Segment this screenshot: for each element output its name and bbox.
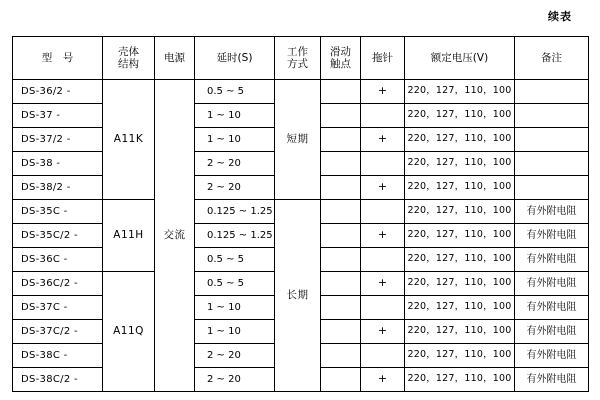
cell-rated-voltage: 220，127，110，100	[405, 104, 515, 128]
cell-rated-voltage: 220，127，110，100	[405, 200, 515, 224]
table-row	[13, 80, 589, 104]
cell-rated-voltage: 220，127，110，100	[405, 80, 515, 104]
cell-drag-pointer: +	[361, 128, 405, 152]
cell-model: DS-36C/2 -	[13, 272, 103, 296]
cell-drag-pointer	[361, 248, 405, 272]
cell-rated-voltage: 220，127，110，100	[405, 176, 515, 200]
cell-shell-group-a11q: A11Q	[103, 272, 155, 392]
cell-drag-pointer: +	[361, 320, 405, 344]
cell-drag-pointer	[361, 200, 405, 224]
cell-drag-pointer	[361, 104, 405, 128]
table-row	[13, 200, 589, 224]
cell-drag-pointer: +	[361, 80, 405, 104]
cell-remark: 有外附电阻	[515, 224, 589, 248]
cell-drag-pointer: +	[361, 368, 405, 392]
header-mode-line1: 工作	[287, 45, 308, 58]
cell-model: DS-37C/2 -	[13, 320, 103, 344]
cell-sliding-contact	[321, 128, 361, 152]
cell-model: DS-36C -	[13, 248, 103, 272]
cell-remark: 有外附电阻	[515, 272, 589, 296]
cell-rated-voltage: 220，127，110，100	[405, 128, 515, 152]
cell-shell-group-a11k: A11K	[103, 80, 155, 200]
cell-rated-voltage: 220，127，110，100	[405, 344, 515, 368]
cell-mode-short-term: 短期	[275, 80, 321, 200]
cell-sliding-contact	[321, 104, 361, 128]
cell-mode-long-term: 长期	[275, 200, 321, 392]
cell-remark: 有外附电阻	[515, 320, 589, 344]
cell-model: DS-38 -	[13, 152, 103, 176]
cell-drag-pointer	[361, 296, 405, 320]
cell-rated-voltage: 220，127，110，100	[405, 224, 515, 248]
cell-delay: 0.5 ~ 5	[195, 248, 275, 272]
cell-rated-voltage: 220，127，110，100	[405, 368, 515, 392]
header-delay: 延时(S)	[195, 37, 275, 80]
header-model: 型 号	[13, 37, 103, 80]
specification-table	[12, 36, 589, 392]
header-power: 电源	[155, 37, 195, 80]
cell-delay: 2 ~ 20	[195, 344, 275, 368]
cell-sliding-contact	[321, 176, 361, 200]
cell-remark: 有外附电阻	[515, 248, 589, 272]
cell-remark	[515, 176, 589, 200]
cell-model: DS-38/2 -	[13, 176, 103, 200]
cell-remark: 有外附电阻	[515, 296, 589, 320]
cell-remark	[515, 152, 589, 176]
cell-delay: 0.125 ~ 1.25	[195, 200, 275, 224]
cell-model: DS-35C -	[13, 200, 103, 224]
header-rated-voltage: 额定电压(V)	[405, 37, 515, 80]
header-slide-line1: 滑动	[330, 45, 351, 58]
cell-remark: 有外附电阻	[515, 368, 589, 392]
cell-drag-pointer	[361, 152, 405, 176]
specification-table-container	[12, 36, 588, 392]
cell-power-ac: 交流	[155, 80, 195, 392]
cell-model: DS-37C -	[13, 296, 103, 320]
cell-delay: 1 ~ 10	[195, 320, 275, 344]
cell-remark	[515, 128, 589, 152]
header-slide-line2: 触点	[330, 58, 351, 70]
cell-rated-voltage: 220，127，110，100	[405, 152, 515, 176]
cell-delay: 1 ~ 10	[195, 104, 275, 128]
cell-model: DS-38C/2 -	[13, 368, 103, 392]
cell-remark	[515, 80, 589, 104]
cell-sliding-contact	[321, 344, 361, 368]
cell-model: DS-36/2 -	[13, 80, 103, 104]
cell-sliding-contact	[321, 320, 361, 344]
cell-model: DS-37 -	[13, 104, 103, 128]
cell-rated-voltage: 220，127，110，100	[405, 320, 515, 344]
header-shell-line1: 壳体	[118, 45, 139, 58]
cell-sliding-contact	[321, 80, 361, 104]
cell-delay: 1 ~ 10	[195, 296, 275, 320]
header-drag-pointer: 拖针	[361, 37, 405, 80]
cell-delay: 0.125 ~ 1.25	[195, 224, 275, 248]
cell-drag-pointer: +	[361, 224, 405, 248]
cell-remark: 有外附电阻	[515, 344, 589, 368]
table-header	[13, 37, 589, 80]
cell-remark	[515, 104, 589, 128]
cell-model: DS-35C/2 -	[13, 224, 103, 248]
cell-delay: 2 ~ 20	[195, 368, 275, 392]
cell-model: DS-38C -	[13, 344, 103, 368]
table-body	[13, 80, 589, 392]
table-header-row	[13, 37, 589, 80]
cell-remark: 有外附电阻	[515, 200, 589, 224]
cell-shell-group-a11h: A11H	[103, 200, 155, 272]
cell-delay: 0.5 ~ 5	[195, 80, 275, 104]
cell-drag-pointer	[361, 344, 405, 368]
header-mode-line2: 方式	[287, 58, 308, 70]
cell-rated-voltage: 220，127，110，100	[405, 248, 515, 272]
header-work-mode	[275, 37, 321, 80]
cell-delay: 2 ~ 20	[195, 176, 275, 200]
cell-delay: 0.5 ~ 5	[195, 272, 275, 296]
cell-sliding-contact	[321, 248, 361, 272]
cell-sliding-contact	[321, 368, 361, 392]
cell-rated-voltage: 220，127，110，100	[405, 272, 515, 296]
cell-delay: 1 ~ 10	[195, 128, 275, 152]
cell-sliding-contact	[321, 200, 361, 224]
cell-drag-pointer: +	[361, 272, 405, 296]
cell-drag-pointer: +	[361, 176, 405, 200]
header-sliding-contact	[321, 37, 361, 80]
cell-sliding-contact	[321, 224, 361, 248]
cell-sliding-contact	[321, 272, 361, 296]
header-shell-structure	[103, 37, 155, 80]
cell-model: DS-37/2 -	[13, 128, 103, 152]
cell-sliding-contact	[321, 296, 361, 320]
cell-delay: 2 ~ 20	[195, 152, 275, 176]
cell-rated-voltage: 220，127，110，100	[405, 296, 515, 320]
cell-sliding-contact	[321, 152, 361, 176]
header-remark: 备注	[515, 37, 589, 80]
header-shell-line2: 结构	[118, 58, 139, 70]
continued-table-label: 续表	[548, 10, 572, 23]
